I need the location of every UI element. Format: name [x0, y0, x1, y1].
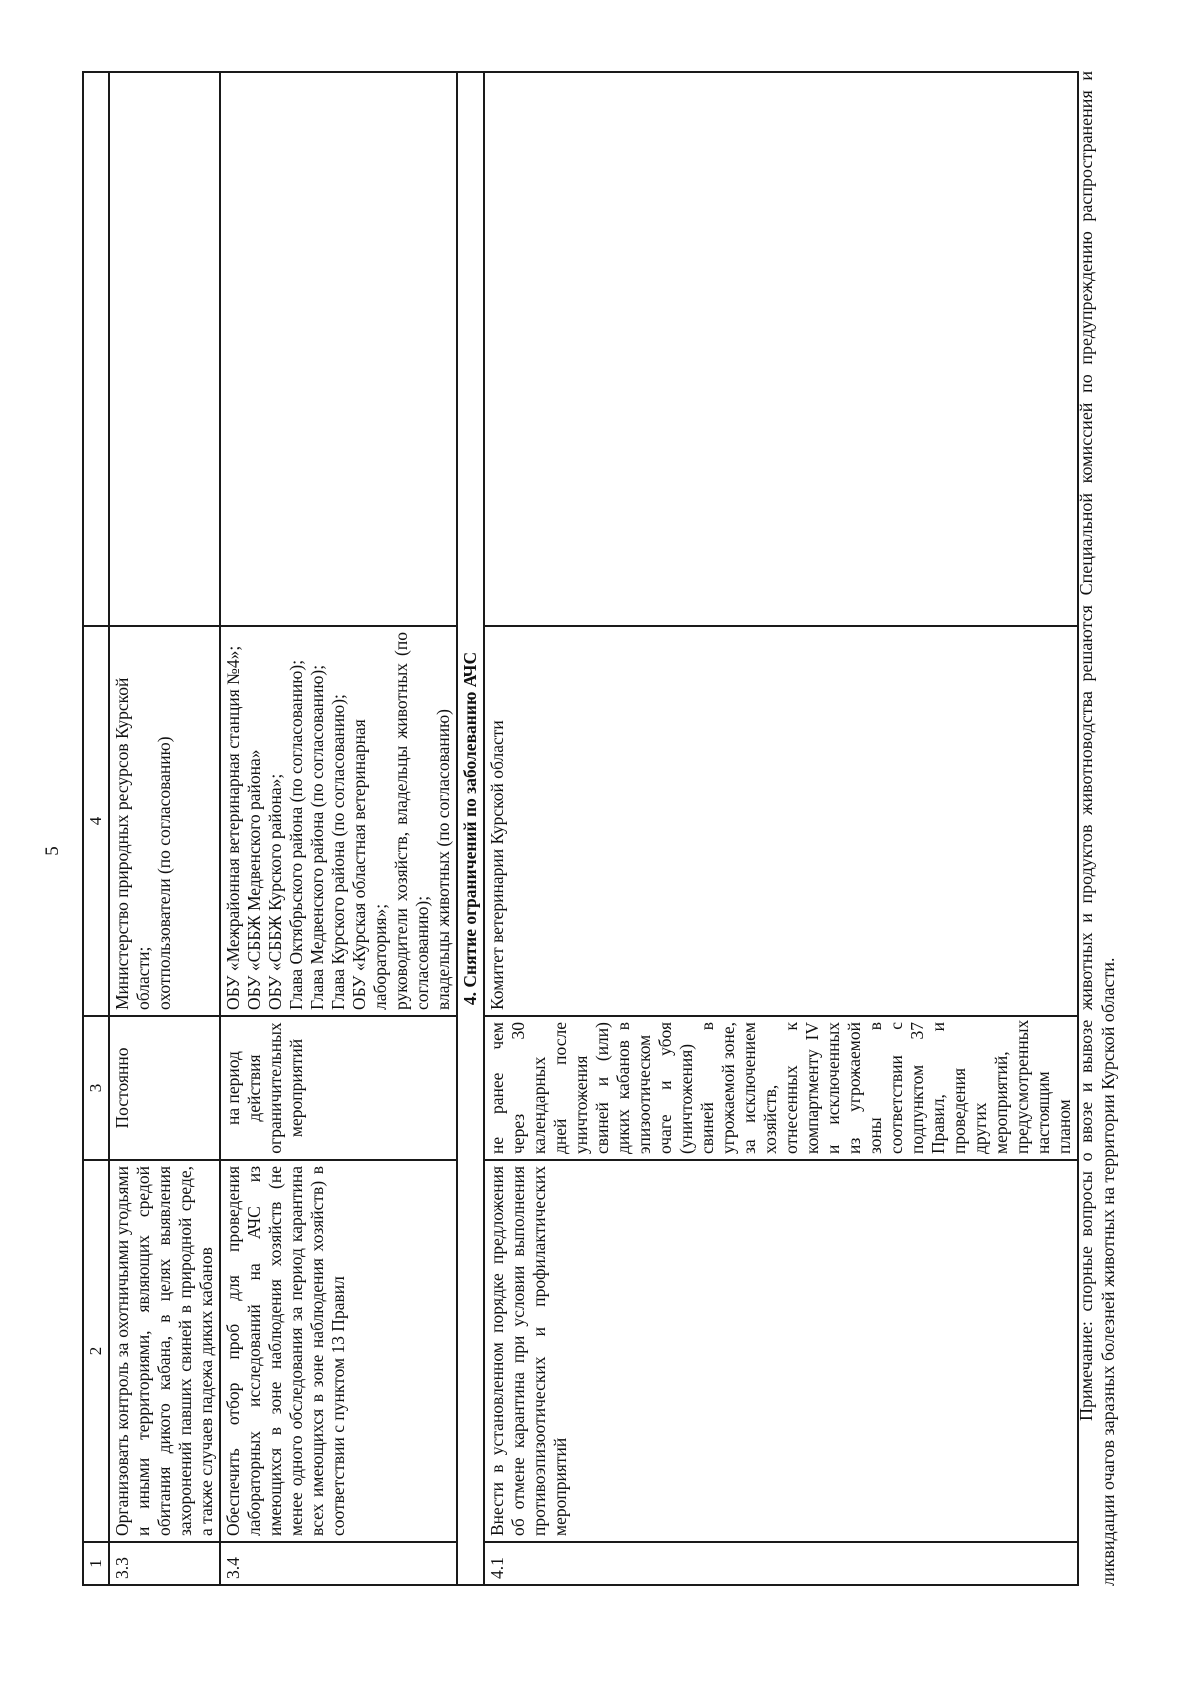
measures-table	[82, 71, 1079, 1586]
responsible-line: Глава Курского района (по согласованию);	[328, 694, 348, 1010]
term-cell: не ранее чем через 30 календарных дней после уничтожения свиней и (или) диких кабанов в эпизоотическом очаге и убоя (уничтожения) свиней в угрожаемой зоне, за исключением хозяйств, отнесенных к компартменту IV и исключенных из угрожаемой зоны в соответствии с подпунктом 37 Правил, и проведения других мероприятий, предусмотренных настоящим планом	[484, 1016, 1078, 1160]
responsible-line: Глава Октябрьского района (по согласованию);	[286, 659, 306, 1010]
responsible-line: ОБУ «Межрайонная ветеринарная станция №4»;	[223, 645, 243, 1010]
measure-cell: Организовать контроль за охотничьими угодьями и иными территориями, являющих средой обитания дикого кабана, в целях выявления захоронений павших свиней в природной среде, а также случаев падежа диких кабанов	[109, 1160, 220, 1542]
empty-cell	[109, 72, 220, 626]
table-row	[109, 72, 220, 1585]
responsible-line: ОБУ «Курская областная ветеринарная лаборатория»;	[349, 719, 390, 1010]
empty-column-header	[83, 72, 109, 626]
responsible-line: руководители хозяйств, владельцы животных (по согласованию);	[391, 632, 432, 1010]
responsible-line: владельцы животных (по согласованию)	[433, 708, 453, 1010]
responsible-line: Министерство природных ресурсов Курской области;	[112, 677, 153, 1010]
responsible-line: Комитет ветеринарии Курской области	[487, 720, 507, 1010]
responsible-line: Глава Медвенского района (по согласованию);	[307, 664, 327, 1010]
footnote: Примечание: спорные вопросы о ввозе и вывозе животных и продуктов животноводства решаются Специальной комиссией по предупреждению распространения и ликвидации очагов заразных болезней животных на территории Курской области.	[1076, 71, 1118, 1586]
column-number-3: 3	[83, 1016, 109, 1160]
responsible-line: ОБУ «СББЖ Курского района»;	[265, 773, 285, 1010]
measure-cell: Обеспечить отбор проб для проведения лабораторных исследований на АЧС из имеющихся в зоне наблюдения хозяйств (не менее одного обследования за период карантина всех имеющихся в зоне наблюдения хозяйств) в соответствии с пунктом 13 Правил	[220, 1160, 457, 1542]
empty-cell	[484, 72, 1078, 626]
responsible-cell	[109, 626, 220, 1016]
column-number-row	[83, 72, 109, 1585]
column-number-2: 2	[83, 1160, 109, 1542]
page-number: 5	[42, 846, 63, 856]
row-number: 4.1	[484, 1542, 1078, 1585]
responsible-cell	[220, 626, 457, 1016]
term-cell: Постоянно	[109, 1016, 220, 1160]
row-number: 3.4	[220, 1542, 457, 1585]
measure-cell: Внести в установленном порядке предложения об отмене карантина при условии выполнения противоэпизоотических и профилактических мероприятий	[484, 1160, 1078, 1542]
term-cell: на период действия ограничительных мероприятий	[220, 1016, 457, 1160]
section-header-row	[457, 72, 484, 1585]
table-row	[220, 72, 457, 1585]
column-number-1: 1	[83, 1542, 109, 1585]
empty-cell	[220, 72, 457, 626]
table-row	[484, 72, 1078, 1585]
row-number: 3.3	[109, 1542, 220, 1585]
responsible-line: охотпользователи (по согласованию)	[154, 736, 174, 1010]
column-number-4: 4	[83, 626, 109, 1016]
responsible-line: ОБУ «СББЖ Медвенского района»	[244, 749, 264, 1010]
section-title: 4. Снятие ограничений по заболеванию АЧС	[457, 72, 484, 1585]
responsible-cell	[484, 626, 1078, 1016]
